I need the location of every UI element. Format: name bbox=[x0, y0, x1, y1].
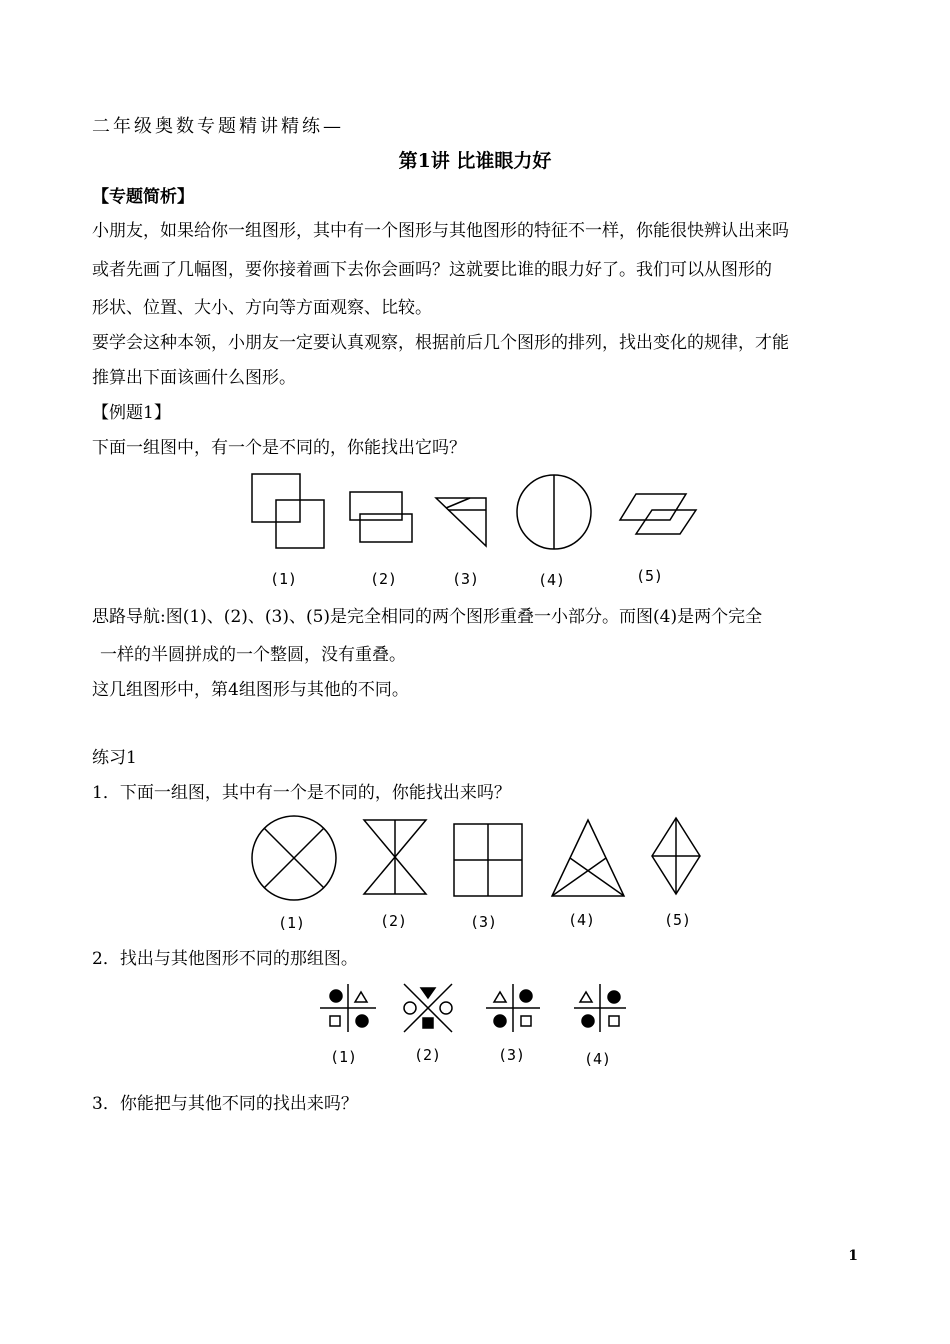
example-caption: (1) bbox=[270, 570, 298, 588]
question-2: 2．找出与其他图形不同的那组图。 bbox=[92, 949, 358, 969]
example-figure-4 bbox=[517, 475, 591, 549]
section-analysis-label: 【专题简析】 bbox=[92, 187, 194, 207]
solution-line: 这几组图形中，第4组图形与其他的不同。 bbox=[92, 680, 409, 700]
q2-figure-1 bbox=[320, 984, 376, 1032]
example-question: 下面一组图中，有一个是不同的，你能找出它吗？ bbox=[92, 438, 466, 458]
q2-figure-3 bbox=[486, 984, 540, 1032]
example-caption: (5) bbox=[636, 567, 664, 585]
q1-figure-4 bbox=[552, 820, 624, 896]
solution-line: 一样的半圆拼成的一个整圆，没有重叠。 bbox=[100, 645, 406, 665]
example-caption: (3) bbox=[452, 570, 480, 588]
q1-caption: (3) bbox=[470, 913, 498, 931]
q2-caption: (2) bbox=[414, 1046, 442, 1064]
q1-figure-1 bbox=[252, 816, 336, 900]
q1-caption: (2) bbox=[380, 912, 408, 930]
q2-figure-4 bbox=[574, 984, 626, 1032]
intro-line: 推算出下面该画什么图形。 bbox=[92, 368, 296, 388]
solution-line: 思路导航:图(1)、(2)、(3)、(5)是完全相同的两个图形重叠一小部分。而图(4)是两个完全 bbox=[92, 607, 763, 627]
q2-caption: (3) bbox=[498, 1046, 526, 1064]
practice-label: 练习1 bbox=[92, 748, 137, 768]
q1-figure-2 bbox=[364, 820, 426, 894]
question-3: 3．你能把与其他不同的找出来吗？ bbox=[92, 1094, 358, 1114]
q2-caption: (1) bbox=[330, 1048, 358, 1066]
q2-caption: (4) bbox=[584, 1050, 612, 1068]
example-figure-5 bbox=[620, 494, 696, 534]
example-figure-3 bbox=[436, 498, 486, 546]
q1-figure-3 bbox=[454, 824, 522, 896]
q1-caption: (5) bbox=[664, 911, 692, 929]
lesson-title: 第1讲 比谁眼力好 bbox=[398, 150, 552, 172]
question-1: 1．下面一组图，其中有一个是不同的，你能找出来吗？ bbox=[92, 783, 511, 803]
document-header: 二年级奥数专题精讲精练— bbox=[92, 116, 344, 137]
q1-caption: (1) bbox=[278, 914, 306, 932]
example-caption: (2) bbox=[370, 570, 398, 588]
intro-line: 形状、位置、大小、方向等方面观察、比较。 bbox=[92, 298, 432, 318]
intro-line: 或者先画了几幅图，要你接着画下去你会画吗？这就要比谁的眼力好了。我们可以从图形的 bbox=[92, 260, 772, 280]
intro-line: 小朋友，如果给你一组图形，其中有一个图形与其他图形的特征不一样，你能很快辨认出来吗 bbox=[92, 221, 789, 241]
example-caption: (4) bbox=[538, 571, 566, 589]
q1-caption: (4) bbox=[568, 911, 596, 929]
example-label: 【例题1】 bbox=[92, 403, 171, 423]
example-figure-1 bbox=[252, 474, 324, 548]
example-figures bbox=[240, 468, 710, 558]
q2-figure-2 bbox=[404, 984, 452, 1032]
q1-figure-5 bbox=[652, 818, 700, 894]
page-number: 1 bbox=[848, 1248, 858, 1264]
q1-figures bbox=[240, 812, 710, 904]
example-figure-2 bbox=[350, 492, 412, 542]
q2-figures bbox=[310, 980, 640, 1042]
intro-line: 要学会这种本领，小朋友一定要认真观察，根据前后几个图形的排列，找出变化的规律，才能 bbox=[92, 333, 789, 353]
